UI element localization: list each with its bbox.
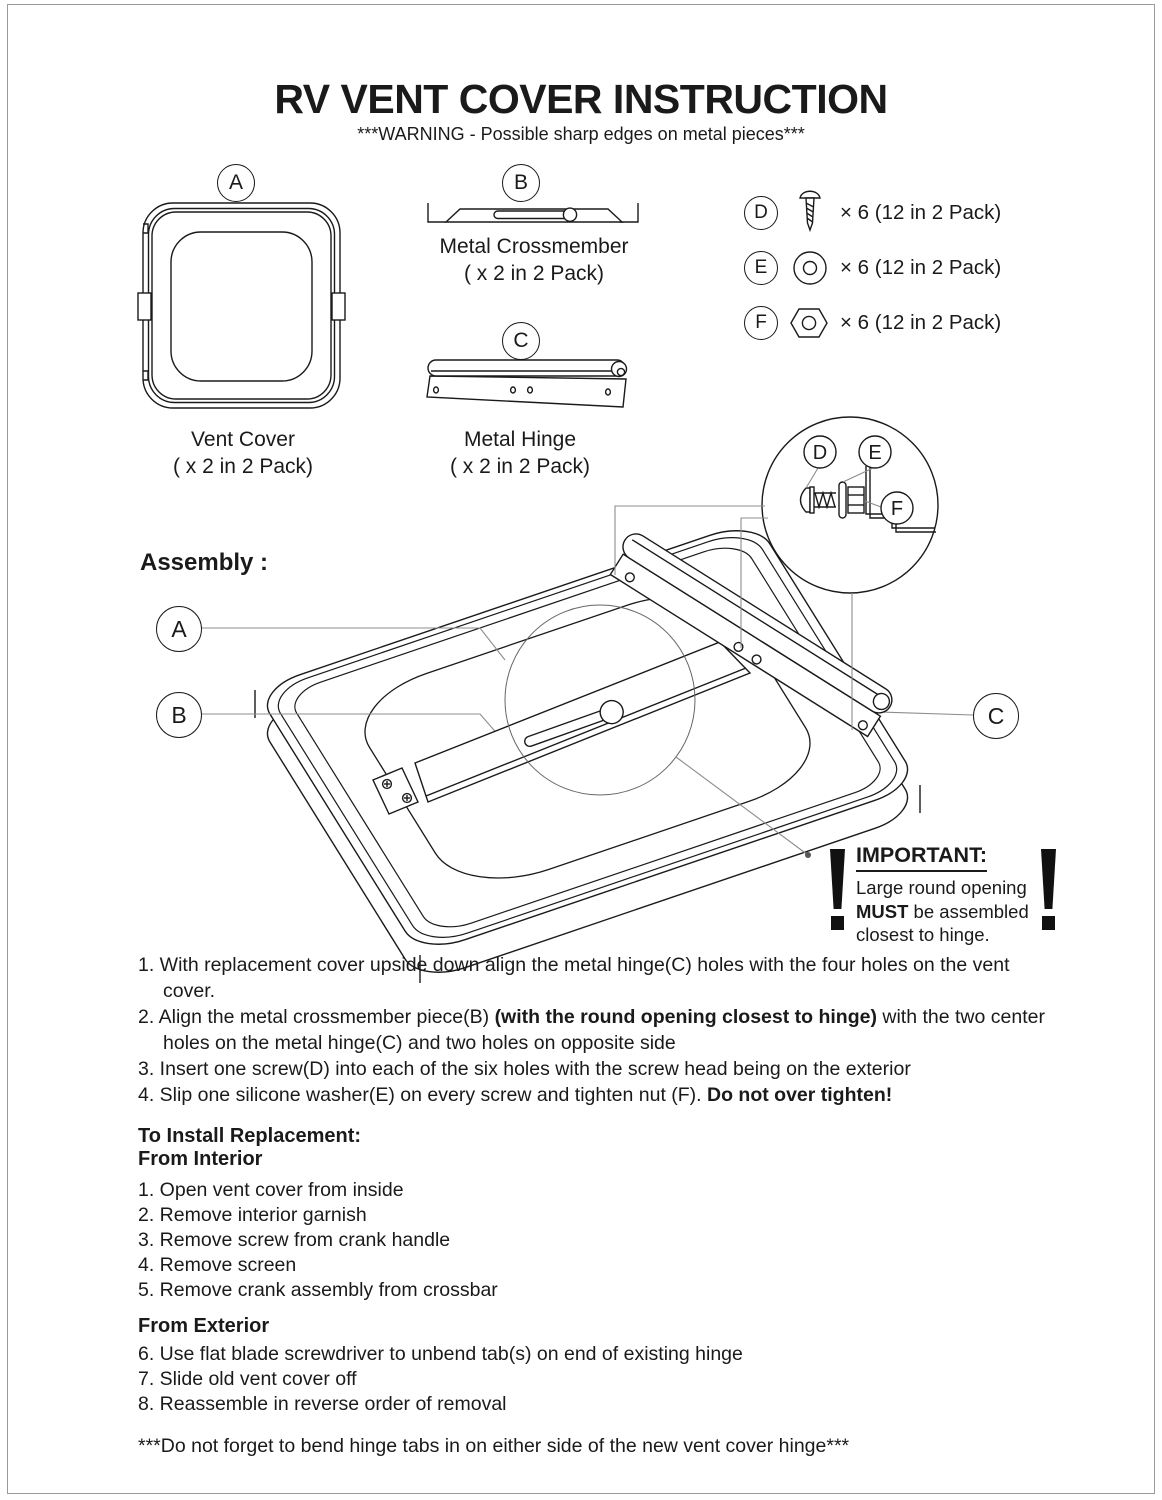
part-a-name: Vent Cover bbox=[191, 428, 295, 451]
vent-cover-diagram bbox=[133, 196, 350, 422]
callout-e-letter: E bbox=[868, 442, 882, 464]
part-f-label bbox=[744, 306, 778, 340]
callout-b-circle bbox=[156, 692, 202, 738]
callout-c-circle bbox=[973, 693, 1019, 739]
part-b-label bbox=[502, 164, 540, 202]
part-c-letter: C bbox=[513, 329, 529, 352]
interior-step: 5. Remove crank assembly from crossbar bbox=[138, 1279, 498, 1301]
part-e-letter: E bbox=[754, 257, 768, 278]
important-title: IMPORTANT: bbox=[856, 843, 987, 872]
interior-step: 4. Remove screen bbox=[138, 1254, 297, 1276]
important-line2-bold: MUST bbox=[856, 900, 909, 922]
part-c-name: Metal Hinge bbox=[463, 428, 577, 451]
exterior-step: 8. Reassemble in reverse order of removal bbox=[138, 1393, 507, 1415]
assembly-step: 2. Align the metal crossmember piece(B) (with the round opening closest to hinge) with the two center holes on the metal hinge(C) and two holes on opposite side bbox=[138, 1006, 1045, 1054]
callout-f-letter: F bbox=[890, 498, 904, 520]
nut bbox=[848, 487, 864, 513]
crossmember-diagram bbox=[422, 198, 644, 228]
hinge-tabs-footnote: ***Do not forget to bend hinge tabs in on either side of the new vent cover hinge*** bbox=[138, 1435, 850, 1457]
warning-text: ***WARNING - Possible sharp edges on metal pieces*** bbox=[357, 124, 805, 144]
callout-c-letter: C bbox=[987, 702, 1005, 729]
assembly-step: 4. Slip one silicone washer(E) on every screw and tighten nut (F). Do not over tighten! bbox=[138, 1084, 893, 1106]
interior-step: 1. Open vent cover from inside bbox=[138, 1179, 404, 1201]
part-f-letter: F bbox=[755, 312, 767, 333]
part-b-name: Metal Crossmember bbox=[439, 235, 629, 258]
assembly-step: 1. With replacement cover upside down align the metal hinge(C) holes with the four holes on the vent cover. bbox=[138, 954, 1010, 1002]
part-b-caption bbox=[398, 233, 670, 287]
callout-c-leader bbox=[880, 712, 973, 715]
important-leader-dot bbox=[805, 852, 811, 858]
part-d-letter: D bbox=[754, 202, 768, 223]
part-c-pack: ( x 2 in 2 Pack) bbox=[449, 455, 591, 478]
important-text bbox=[856, 876, 1038, 947]
side-tab bbox=[332, 293, 345, 320]
screw-icon bbox=[797, 188, 823, 236]
part-a-letter: A bbox=[228, 171, 243, 194]
install-heading: To Install Replacement: bbox=[138, 1125, 362, 1147]
page-title: RV VENT COVER INSTRUCTION bbox=[274, 76, 888, 122]
part-a-pack: ( x 2 in 2 Pack) bbox=[172, 455, 314, 478]
important-line2-rest: be assembled bbox=[908, 900, 1029, 922]
side-tab bbox=[138, 293, 151, 320]
exterior-heading: From Exterior bbox=[138, 1315, 270, 1337]
interior-heading: From Interior bbox=[138, 1148, 263, 1170]
part-e-label bbox=[744, 251, 778, 285]
exterior-step: 7. Slide old vent cover off bbox=[138, 1368, 357, 1390]
washer-icon bbox=[791, 249, 829, 287]
assembly-heading: Assembly : bbox=[140, 549, 269, 576]
nut-icon bbox=[788, 305, 830, 341]
part-b-pack: ( x 2 in 2 Pack) bbox=[463, 262, 605, 285]
exterior-step: 6. Use flat blade screwdriver to unbend tab(s) on end of existing hinge bbox=[138, 1343, 743, 1365]
interior-step: 2. Remove interior garnish bbox=[138, 1204, 367, 1226]
assembly-step: 3. Insert one screw(D) into each of the six holes with the screw head being on the exterior bbox=[138, 1058, 911, 1080]
callout-d-letter: D bbox=[812, 442, 828, 464]
important-line1: Large round opening bbox=[856, 877, 1027, 898]
part-d-label bbox=[744, 196, 778, 230]
washer bbox=[839, 482, 846, 518]
part-b-letter: B bbox=[513, 171, 528, 194]
part-d-qty: × 6 (12 in 2 Pack) bbox=[840, 201, 1002, 224]
exclamation-icon bbox=[1041, 849, 1056, 930]
exclamation-icon bbox=[830, 849, 845, 930]
callout-a-letter: A bbox=[171, 615, 187, 642]
important-note bbox=[856, 843, 1038, 947]
callout-a-circle bbox=[156, 606, 202, 652]
part-f-qty: × 6 (12 in 2 Pack) bbox=[840, 311, 1002, 334]
part-e-qty: × 6 (12 in 2 Pack) bbox=[840, 256, 1002, 279]
instructions bbox=[138, 952, 1050, 1459]
interior-step: 3. Remove screw from crank handle bbox=[138, 1229, 451, 1251]
important-line3: closest to hinge. bbox=[856, 924, 990, 945]
callout-b-letter: B bbox=[171, 701, 187, 728]
